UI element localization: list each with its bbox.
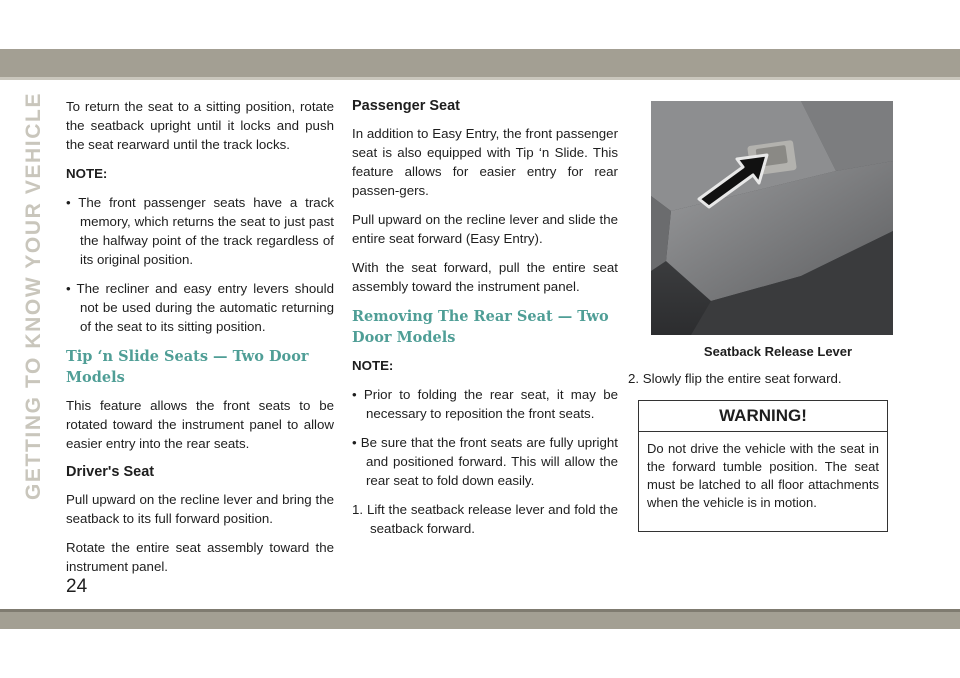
note-label: NOTE: <box>66 166 108 181</box>
tip-n-slide-paragraph: This feature allows the front seats to be rotated toward the instrument panel to allow easier entry into the rear seats. <box>66 398 334 451</box>
warning-text: Do not drive the vehicle with the seat in the forward tumble position. The seat must be latched to all floor attachments when the vehicle is in motion. <box>647 441 879 510</box>
column-1 <box>66 97 334 586</box>
drivers-seat-paragraph: Rotate the entire seat assembly toward the instrument panel. <box>66 540 334 574</box>
note-label: NOTE: <box>352 358 394 373</box>
section-side-title: GETTING TO KNOW YOUR VEHICLE <box>22 91 45 500</box>
note-bullet: • The recliner and easy entry levers should not be used during the automatic returning of the seat to its sitting position. <box>66 281 334 334</box>
note-bullet: • The front passenger seats have a track memory, which returns the seat to just past the halfway point of the track regardless of its original position. <box>66 195 334 267</box>
section-heading-tip-n-slide: Tip ‘n Slide Seats — Two Door Models <box>66 348 309 386</box>
warning-title: WARNING! <box>639 401 887 432</box>
photo-caption: Seatback Release Lever <box>703 344 853 359</box>
seatback-release-lever-photo <box>651 101 893 335</box>
warning-box <box>638 400 888 532</box>
footer-band <box>0 609 960 629</box>
intro-paragraph: To return the seat to a sitting position, rotate the seatback upright until it locks and push the seat rearward until the track locks. <box>66 99 334 152</box>
passenger-seat-paragraph: With the seat forward, pull the entire seat assembly toward the instrument panel. <box>352 260 618 294</box>
step-1: 1. Lift the seatback release lever and fold the seatback forward. <box>352 502 618 536</box>
section-heading-rear-seat: Removing The Rear Seat — Two Door Models <box>352 308 609 346</box>
page-number: 24 <box>66 576 88 597</box>
passenger-seat-paragraph: Pull upward on the recline lever and slide the entire seat forward (Easy Entry). <box>352 212 618 246</box>
header-band <box>0 49 960 77</box>
seat-photo-illustration <box>651 101 893 335</box>
subheading-passenger-seat: Passenger Seat <box>352 98 461 114</box>
step-2: 2. Slowly flip the entire seat forward. <box>628 371 842 386</box>
note-bullet: • Prior to folding the rear seat, it may be necessary to reposition the front seats. <box>352 387 618 421</box>
drivers-seat-paragraph: Pull upward on the recline lever and bring the seatback to its full forward position. <box>66 492 334 526</box>
subheading-drivers-seat: Driver's Seat <box>66 464 155 480</box>
note-bullet: • Be sure that the front seats are fully upright and positioned forward. This will allow the rear seat to fold down easily. <box>352 435 618 488</box>
passenger-seat-paragraph: In addition to Easy Entry, the front passenger seat is also equipped with Tip ‘n Slide. This feature allows for easier entry for rear passen-gers. <box>352 126 618 198</box>
column-3 <box>628 97 904 532</box>
column-2 <box>352 97 618 548</box>
